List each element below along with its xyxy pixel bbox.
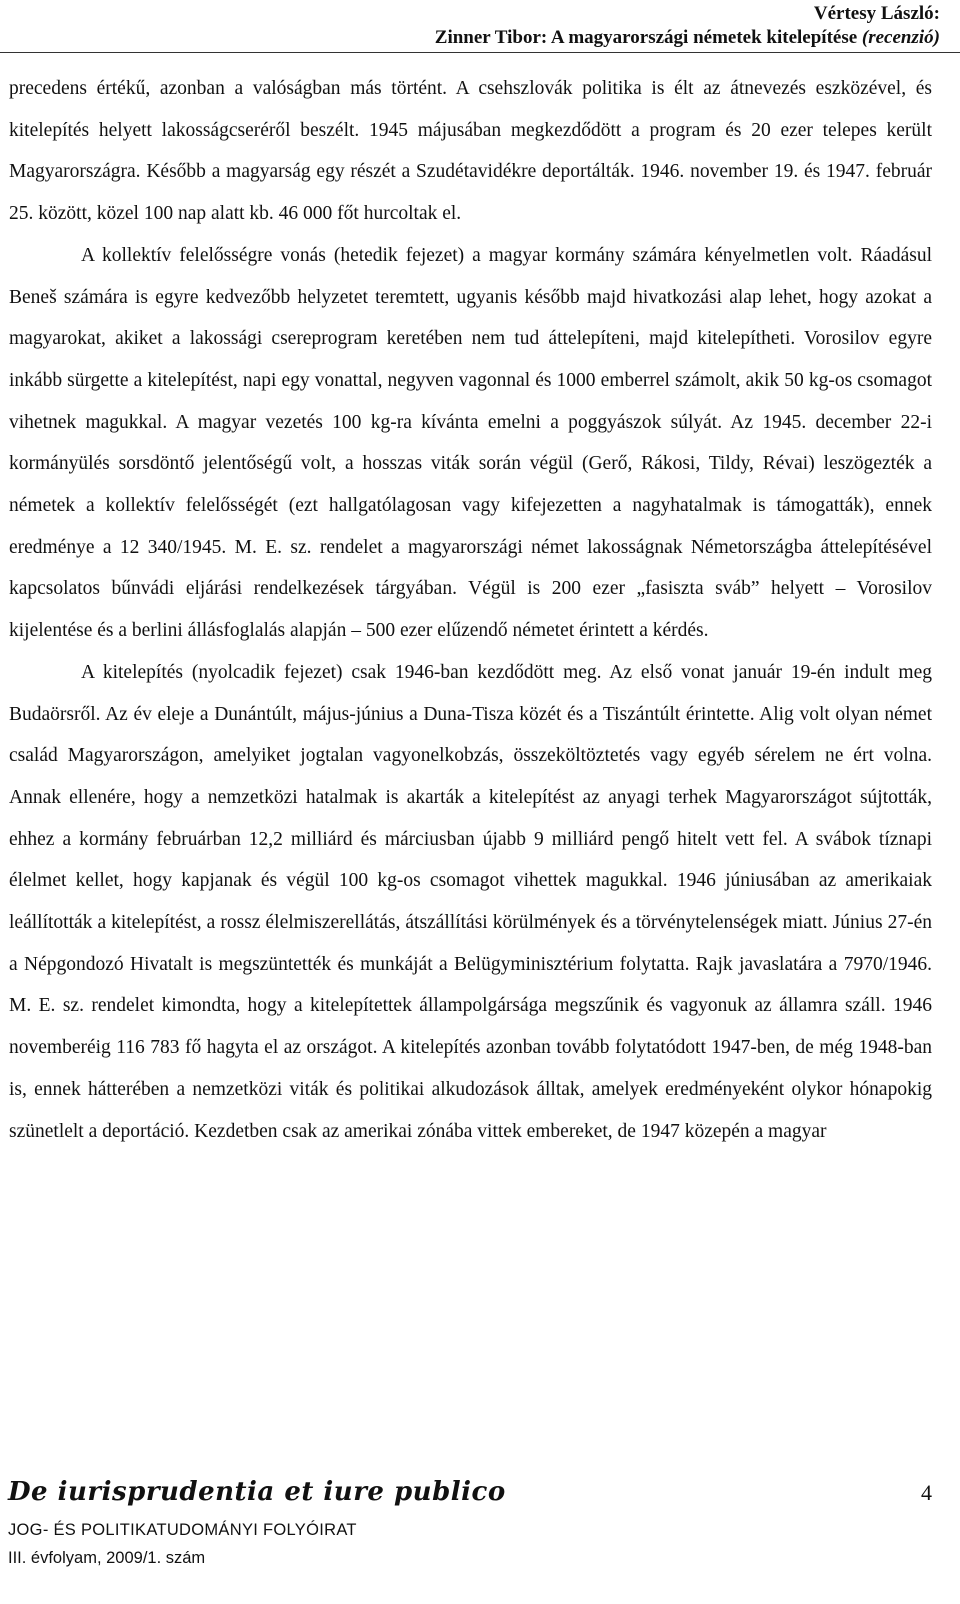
paragraph-2: A kollektív felelősségre vonás (hetedik fejezet) a magyar kormány számára kényelmetlen volt. Ráadásul Beneš számára is egyre kedvezőbb helyzetet teremtett, ugyanis később majd hivatkozási alap lehet, hogy azokat a magyarokat, akiket a lakossági csereprogram keretében nem tud áttelepíteni, majd kitelepítheti. Vorosilov egyre inkább sürgette a kitelepítést, napi egy vonattal, negyven vagonnal és 1000 emberrel számolt, akik 50 kg-os csomagot vihetnek magukkal. A magyar vezetés 100 kg-ra kívánta emelni a poggyászok súlyát. Az 1945. december 22-i kormányülés sorsdöntő jelentőségű volt, a hosszas viták során végül (Gerő, Rákosi, Tildy, Révai) leszögezték a németek a kollektív felelősségét (ezt hallgatólagosan vagy kifejezetten a nagyhatalmak is támogatták), ennek eredménye a 12 340/1945. M. E. sz. rendelet a magyarországi német lakosságnak Németországba áttelepítésével kapcsolatos bűnvádi eljárási rendelkezések tárgyában. Végül is 200 ezer „fasiszta sváb” helyett – Vorosilov kijelentése és a berlini állásfoglalás alapján – 500 ezer elűzendő németet érintett a kérdés. (9, 244, 932, 642)
paragraph-1: precedens értékű, azonban a valóságban más történt. A csehszlovák politika is élt az átnevezés eszközével, és kitelepítés helyett lakosságcseréről beszélt. 1945 májusában megkezdődött a program és 20 ezer telepes került Magyarországra. Később a magyarság egy részét a Szudétavidékre deportálták. 1946. november 19. és 1947. február 25. között, közel 100 nap alatt kb. 46 000 főt hurcoltak el. (9, 78, 932, 225)
page-number: 4 (921, 1480, 932, 1505)
journal-issue: III. évfolyam, 2009/1. szám (8, 1549, 206, 1567)
header-divider (0, 52, 960, 53)
journal-name: JOG- ÉS POLITIKATUDOMÁNYI FOLYÓIRAT (8, 1521, 357, 1539)
paragraph-3: A kitelepítés (nyolcadik fejezet) csak 1946-ban kezdődött meg. Az első vonat január 19-én indult meg Budaörsről. Az év eleje a Dunántúlt, május-június a Duna-Tisza közét és a Tiszántúlt érintette. Alig volt olyan német család Magyarországon, amelyiket jogtalan vagyonelkobzás, összeköltöztetés vagy egyéb sérelem ne ért volna. Annak ellenére, hogy a nemzetközi hatalmak is akarták a kitelepítést az anyagi terhek Magyarországot sújtották, ehhez a kormány februárban 12,2 milliárd és márciusban újabb 9 milliárd pengő hitelt vett fel. A svábok tíznapi élelmet kellet, hogy kapjanak és végül 100 kg-os csomagot vihettek magukkal. 1946 júniusában az amerikaiak leállították a kitelepítést, a rossz élelmiszerellátás, átszállítási körülmények és a törvénytelenségek miatt. Június 27-én a Népgondozó Hivatalt is megszüntették és munkáját a Belügyminisztérium folytatta. Rajk javaslatára a 7970/1946. M. E. sz. rendelet kimondta, hogy a kitelepítettek állampolgársága megszűnik és vagyonuk az államra száll. 1946 novemberéig 116 783 fő hagyta el az országot. A kitelepítés azonban tovább folytatódott 1947-ben, de még 1948-ban is, ennek hátterében a nemzetközi viták és politikai alkudozások álltak, amelyek eredményeként olykor hónapokig szünetlelt a deportáció. Kezdetben csak az amerikai zónába vittek embereket, de 1947 közepén a magyar (9, 661, 932, 1142)
header-subtitle-italic: (recenzió) (861, 27, 940, 48)
header-subtitle (435, 26, 940, 50)
journal-logo: De iurisprudentia et iure publico (8, 1477, 506, 1507)
body-text (9, 68, 932, 1152)
header-subtitle-main: Zinner Tibor: A magyarországi németek kitelepítése (434, 27, 862, 48)
running-header (435, 2, 940, 50)
header-author: Vértesy László: (813, 3, 940, 24)
